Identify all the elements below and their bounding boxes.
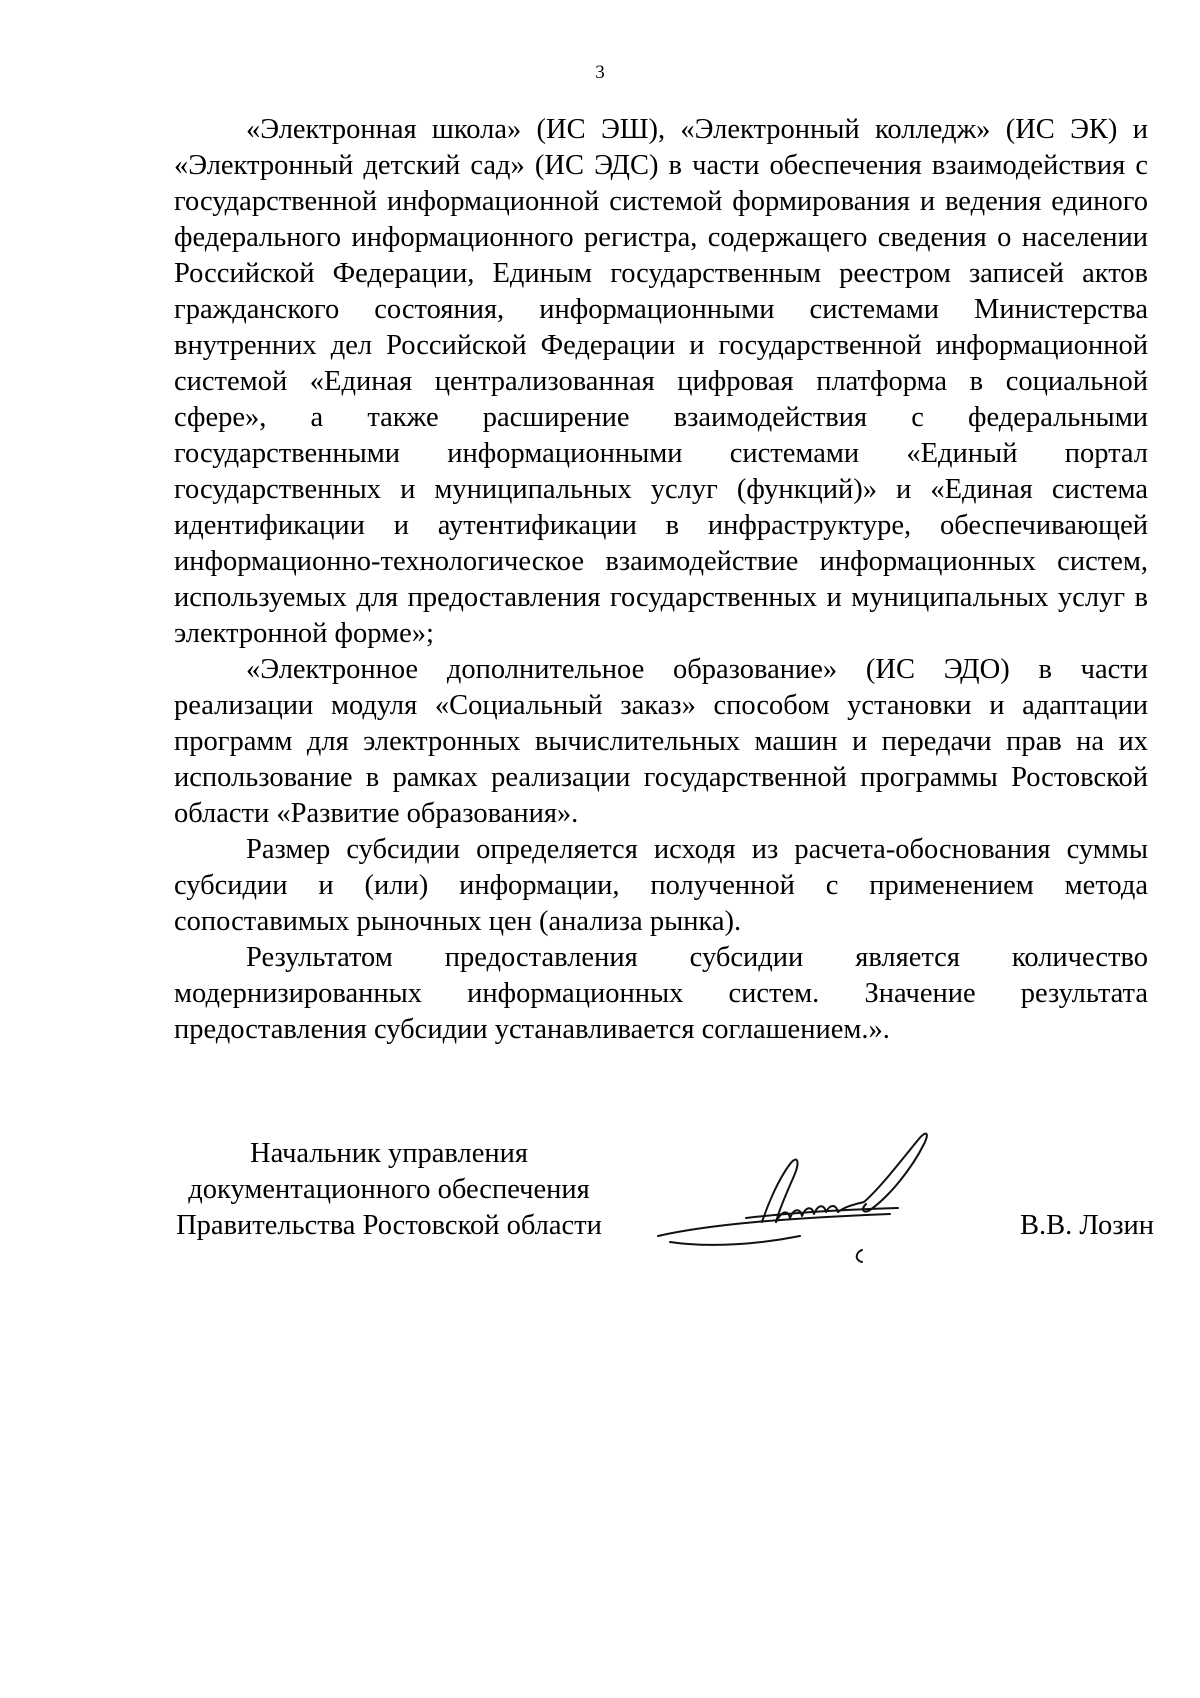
signatory-name: В.В. Лозин <box>1019 1210 1154 1241</box>
paragraph-information-systems: «Электронная школа» (ИС ЭШ), «Электронный колледж» (ИС ЭК) и «Электронный детский сад» (ИС ЭДС) в части обеспечения взаимодействия с государственной информационной системой формирования и ведения единого федерального информационного регистра, содержащего сведения о населении Российской Федерации, Единым государственным реестром записей актов гражданского состояния, информационными системами Министерства внутренних дел Российской Федерации и государственной информационной системой «Единая централизованная цифровая платформа в социальной сфере», а также расширение взаимодействия с федеральными государственными информационными системами «Единый портал государственных и муниципальных услуг (функций)» и «Единая система идентификации и аутентификации в инфраструктуре, обеспечивающей информационно-технологическое взаимодействие информационных систем, используемых для предоставления государственных и муниципальных услуг в электронной форме»; <box>174 114 1148 649</box>
page-number: 3 <box>595 62 605 83</box>
signatory-position <box>174 1136 604 1244</box>
document-body <box>174 112 1148 1048</box>
paragraph-subsidy-result: Результатом предоставления субсидии является количество модернизированных информационных систем. Значение результата предоставления субсидии устанавливается соглашением.». <box>174 942 1148 1045</box>
paragraph-additional-education: «Электронное дополнительное образование» (ИС ЭДО) в части реализации модуля «Социальный заказ» способом установки и адаптации программ для электронных вычислительных машин и передачи прав на их использование в рамках реализации государственной программы Ростовской области «Развитие образования». <box>174 654 1148 829</box>
paragraph-subsidy-size: Размер субсидии определяется исходя из расчета-обоснования суммы субсидии и (или) информации, полученной с применением метода сопоставимых рыночных цен (анализа рынка). <box>174 834 1148 937</box>
signatory-position-line: Начальник управления <box>250 1138 528 1169</box>
handwritten-signature <box>650 1118 980 1278</box>
signatory-position-line: документационного обеспечения <box>188 1174 590 1205</box>
signatory-position-line: Правительства Ростовской области <box>176 1210 602 1241</box>
